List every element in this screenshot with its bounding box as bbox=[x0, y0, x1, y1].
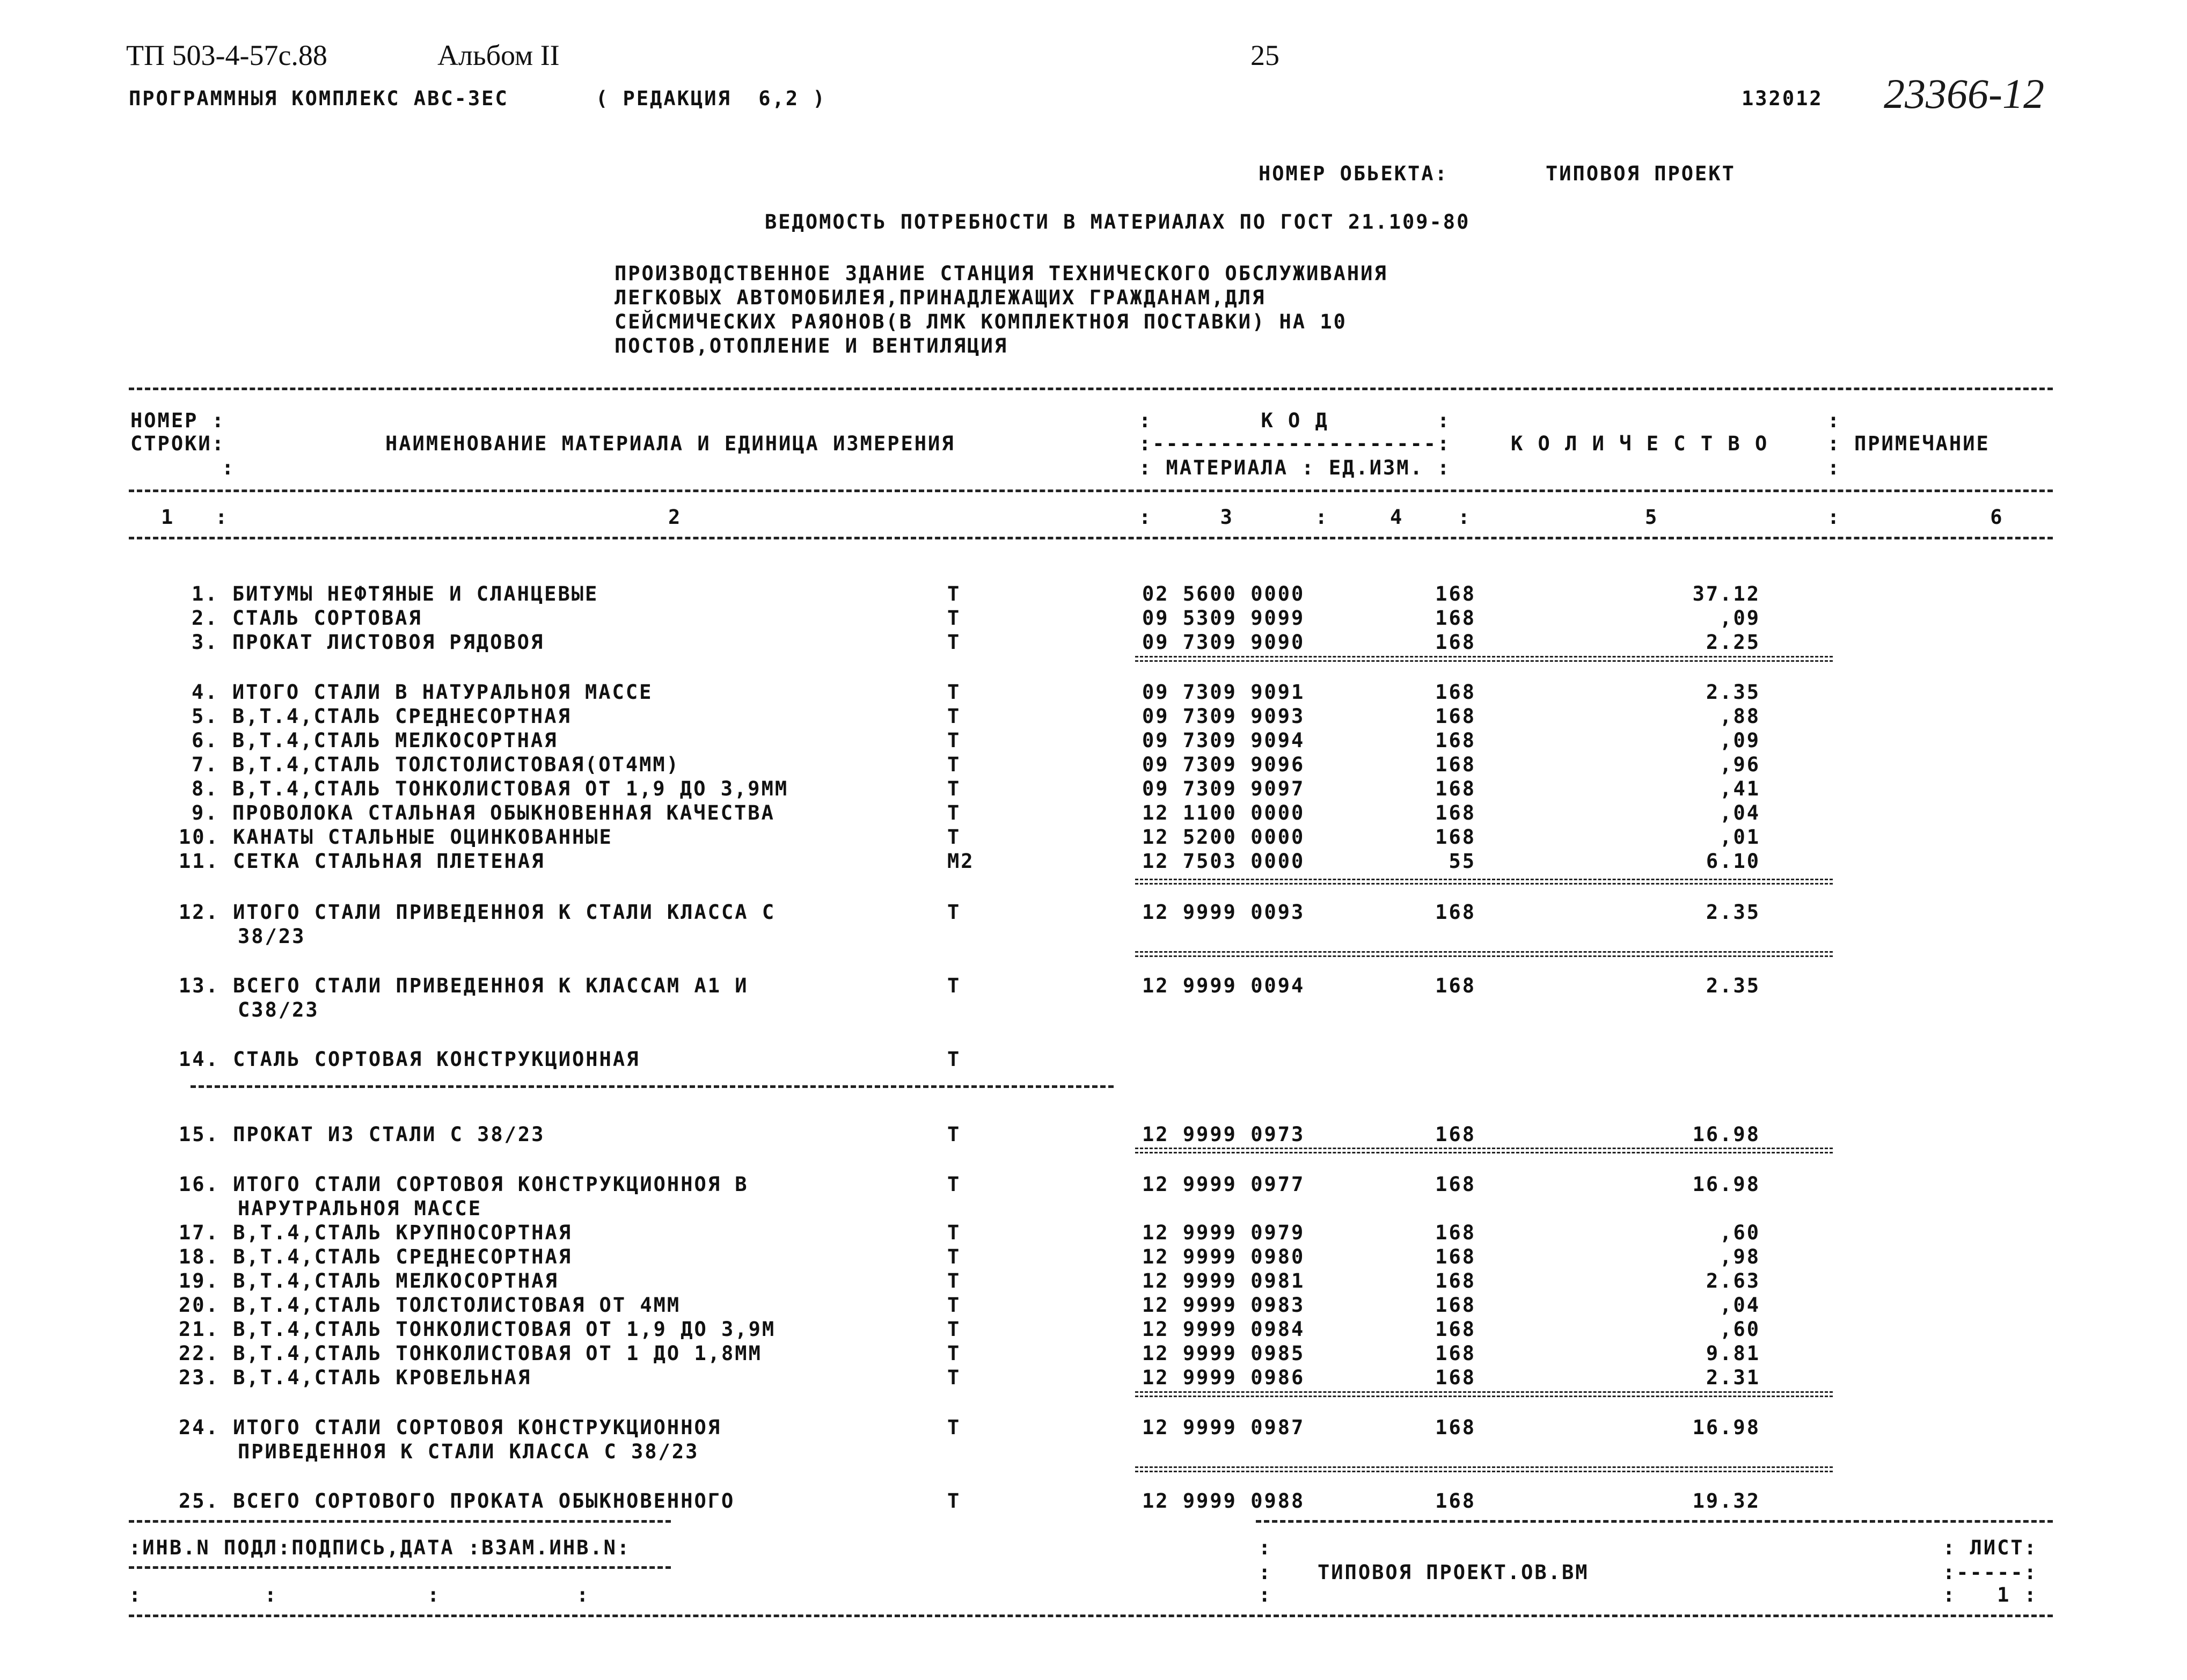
row-name: 22. В,Т.4,СТАЛЬ ТОНКОЛИСТОВАЯ ОТ 1 ДО 1,8ММ bbox=[179, 1342, 762, 1365]
row-code: 12 9999 0979 bbox=[1142, 1221, 1305, 1244]
row-name: 11. СЕТКА СТАЛЬНАЯ ПЛЕТЕНАЯ bbox=[179, 850, 545, 873]
row-uom: 168 bbox=[1435, 1318, 1476, 1341]
header-rule bbox=[129, 490, 2053, 492]
row-unit: Т bbox=[947, 607, 961, 630]
handwritten-number: 23366-12 bbox=[1884, 70, 2044, 117]
header-code: : МАТЕРИАЛА : ЕД.ИЗМ. : bbox=[1139, 456, 1451, 479]
row-unit: Т bbox=[947, 801, 961, 824]
row-name: 1. БИТУМЫ НЕФТЯНЫЕ И СЛАНЦЕВЫЕ bbox=[192, 582, 599, 605]
row-name-cont: С38/23 bbox=[238, 998, 319, 1021]
row-unit: Т bbox=[947, 1294, 961, 1317]
row-name: 12. ИТОГО СТАЛИ ПРИВЕДЕННОЯ К СТАЛИ КЛАССА С bbox=[179, 901, 776, 924]
row-quantity: 9.81 bbox=[1706, 1342, 1760, 1365]
row-code: 12 1100 0000 bbox=[1142, 801, 1305, 824]
row-uom: 168 bbox=[1435, 631, 1476, 654]
row-unit: Т bbox=[947, 974, 961, 997]
row-name-cont: НАРУТРАЛЬНОЯ МАССЕ bbox=[238, 1197, 482, 1220]
column-number: 2 bbox=[668, 506, 682, 529]
total-separator bbox=[1135, 1148, 1833, 1153]
footer-rule bbox=[129, 1520, 671, 1523]
row-uom: 168 bbox=[1435, 777, 1476, 800]
row-uom: 168 bbox=[1435, 1245, 1476, 1268]
row-name: 7. В,Т.4,СТАЛЬ ТОЛСТОЛИСТОВАЯ(ОТ4ММ) bbox=[192, 753, 680, 776]
row-code: 09 7309 9094 bbox=[1142, 729, 1305, 752]
row-quantity: 16.98 bbox=[1692, 1416, 1760, 1439]
row-quantity: 2.31 bbox=[1706, 1366, 1760, 1389]
description-line: ЛЕГКОВЫХ АВТОМОБИЛЕЯ,ПРИНАДЛЕЖАЩИХ ГРАЖДАНАМ,ДЛЯ bbox=[615, 286, 1266, 309]
row-uom: 168 bbox=[1435, 729, 1476, 752]
row-code: 12 9999 0977 bbox=[1142, 1173, 1305, 1196]
row-quantity: 2.35 bbox=[1706, 901, 1760, 924]
description-line: СЕЙСМИЧЕСКИХ РАЯОНОВ(В ЛМК КОМПЛЕКТНОЯ ПОСТАВКИ) НА 10 bbox=[615, 310, 1347, 333]
column-number: 1 : bbox=[161, 506, 229, 529]
row-uom: 168 bbox=[1435, 753, 1476, 776]
row-quantity: ,98 bbox=[1720, 1245, 1760, 1268]
header-row-no: : bbox=[222, 456, 236, 479]
total-separator bbox=[1135, 656, 1833, 662]
row-code: 12 9999 0980 bbox=[1142, 1245, 1305, 1268]
row-uom: 168 bbox=[1435, 1294, 1476, 1317]
album-label: Альбом II bbox=[437, 39, 560, 71]
row-unit: Т bbox=[947, 826, 961, 849]
column-number: 4 : bbox=[1390, 506, 1472, 529]
object-label: НОМЕР ОБЬЕКТА: bbox=[1259, 162, 1449, 185]
row-code: 12 9999 0093 bbox=[1142, 901, 1305, 924]
row-uom: 168 bbox=[1435, 1221, 1476, 1244]
row-quantity: ,09 bbox=[1720, 607, 1760, 630]
row-code: 09 5309 9099 bbox=[1142, 607, 1305, 630]
footer-sep: : bbox=[1259, 1561, 1272, 1584]
row-unit: Т bbox=[947, 1269, 961, 1292]
header-quantity: К О Л И Ч Е С Т В О bbox=[1511, 432, 1769, 455]
row-name: 20. В,Т.4,СТАЛЬ ТОЛСТОЛИСТОВАЯ ОТ 4ММ bbox=[179, 1294, 681, 1317]
sheet-separator: :-----: bbox=[1943, 1561, 2038, 1584]
row-name: 19. В,Т.4,СТАЛЬ МЕЛКОСОРТНАЯ bbox=[179, 1269, 559, 1292]
column-number: : 3 : bbox=[1139, 506, 1329, 529]
row-code: 09 7309 9091 bbox=[1142, 681, 1305, 704]
column-number: 5 bbox=[1645, 506, 1659, 529]
row-code: 09 7309 9090 bbox=[1142, 631, 1305, 654]
row-unit: Т bbox=[947, 1173, 961, 1196]
object-value: ТИПОВОЯ ПРОЕКТ bbox=[1546, 162, 1736, 185]
stamp-rule bbox=[129, 1566, 671, 1569]
row-name: 2. СТАЛЬ СОРТОВАЯ bbox=[192, 607, 422, 630]
row-code: 12 9999 0094 bbox=[1142, 974, 1305, 997]
row-code: 12 9999 0986 bbox=[1142, 1366, 1305, 1389]
header-note-sep: : bbox=[1827, 456, 1841, 479]
row-name: 5. В,Т.4,СТАЛЬ СРЕДНЕСОРТНАЯ bbox=[192, 705, 572, 728]
row-uom: 168 bbox=[1435, 826, 1476, 849]
row-quantity: ,01 bbox=[1720, 826, 1760, 849]
row-code: 12 5200 0000 bbox=[1142, 826, 1305, 849]
row-quantity: 16.98 bbox=[1692, 1123, 1760, 1146]
row-uom: 168 bbox=[1435, 607, 1476, 630]
row-unit: Т bbox=[947, 681, 961, 704]
row-name-cont: 38/23 bbox=[238, 925, 306, 948]
header-name: НАИМЕНОВАНИЕ МАТЕРИАЛА И ЕДИНИЦА ИЗМЕРЕНИЯ bbox=[385, 432, 955, 455]
row-name: 23. В,Т.4,СТАЛЬ КРОВЕЛЬНАЯ bbox=[179, 1366, 532, 1389]
row-quantity: 16.98 bbox=[1692, 1173, 1760, 1196]
header-code: :---------------------: bbox=[1139, 432, 1451, 455]
stamp-cells: : : : : bbox=[129, 1583, 590, 1606]
row-name: 13. ВСЕГО СТАЛИ ПРИВЕДЕННОЯ К КЛАССАМ А1 И bbox=[179, 974, 749, 997]
row-unit: Т bbox=[947, 582, 961, 605]
row-quantity: ,09 bbox=[1720, 729, 1760, 752]
row-unit: Т bbox=[947, 1123, 961, 1146]
row-unit: Т bbox=[947, 753, 961, 776]
row-uom: 168 bbox=[1435, 974, 1476, 997]
row-quantity: 6.10 bbox=[1706, 850, 1760, 873]
header-row-no: НОМЕР : bbox=[130, 409, 225, 432]
row-uom: 168 bbox=[1435, 801, 1476, 824]
row-unit: М2 bbox=[947, 850, 975, 873]
row-code: 12 9999 0984 bbox=[1142, 1318, 1305, 1341]
row-uom: 168 bbox=[1435, 1416, 1476, 1439]
row-code: 12 9999 0983 bbox=[1142, 1294, 1305, 1317]
row-quantity: ,88 bbox=[1720, 705, 1760, 728]
row-uom: 168 bbox=[1435, 681, 1476, 704]
row-code: 02 5600 0000 bbox=[1142, 582, 1305, 605]
header-code: : К О Д : bbox=[1139, 409, 1451, 432]
row-name: 4. ИТОГО СТАЛИ В НАТУРАЛЬНОЯ МАССЕ bbox=[192, 681, 653, 704]
footer-sep: : bbox=[1259, 1583, 1272, 1606]
sheet-label: : ЛИСТ: bbox=[1943, 1536, 2038, 1559]
row-uom: 168 bbox=[1435, 1489, 1476, 1513]
row-code: 12 9999 0973 bbox=[1142, 1123, 1305, 1146]
row-quantity: ,04 bbox=[1720, 1294, 1760, 1317]
row-name: 17. В,Т.4,СТАЛЬ КРУПНОСОРТНАЯ bbox=[179, 1221, 573, 1244]
row-code: 12 9999 0987 bbox=[1142, 1416, 1305, 1439]
row-name: 3. ПРОКАТ ЛИСТОВОЯ РЯДОВОЯ bbox=[192, 631, 545, 654]
section-rule bbox=[191, 1085, 1114, 1088]
row-quantity: ,04 bbox=[1720, 801, 1760, 824]
header-note-sep: : bbox=[1827, 409, 1841, 432]
row-quantity: 2.35 bbox=[1706, 681, 1760, 704]
header-bottom-rule bbox=[129, 537, 2053, 539]
row-quantity: ,41 bbox=[1720, 777, 1760, 800]
table-top-rule bbox=[129, 388, 2053, 390]
row-uom: 168 bbox=[1435, 1342, 1476, 1365]
row-uom: 168 bbox=[1435, 901, 1476, 924]
footer-bottom-rule bbox=[129, 1615, 2053, 1617]
row-code: 12 9999 0988 bbox=[1142, 1489, 1305, 1513]
row-code: 09 7309 9096 bbox=[1142, 753, 1305, 776]
row-uom: 168 bbox=[1435, 1123, 1476, 1146]
row-quantity: 2.25 bbox=[1706, 631, 1760, 654]
row-code: 12 7503 0000 bbox=[1142, 850, 1305, 873]
description-line: ПОСТОВ,ОТОПЛЕНИЕ И ВЕНТИЛЯЦИЯ bbox=[615, 334, 1008, 357]
row-unit: Т bbox=[947, 1318, 961, 1341]
row-unit: Т bbox=[947, 777, 961, 800]
row-uom: 55 bbox=[1449, 850, 1476, 873]
row-name: 18. В,Т.4,СТАЛЬ СРЕДНЕСОРТНАЯ bbox=[179, 1245, 573, 1268]
row-unit: Т bbox=[947, 1048, 961, 1071]
row-name: 21. В,Т.4,СТАЛЬ ТОНКОЛИСТОВАЯ ОТ 1,9 ДО 3,9М bbox=[179, 1318, 776, 1341]
row-uom: 168 bbox=[1435, 1173, 1476, 1196]
description-line: ПРОИЗВОДСТВЕННОЕ ЗДАНИЕ СТАНЦИЯ ТЕХНИЧЕСКОГО ОБСЛУЖИВАНИЯ bbox=[615, 262, 1388, 285]
row-quantity: 2.35 bbox=[1706, 974, 1760, 997]
column-number: : 6 bbox=[1827, 506, 2004, 529]
row-code: 09 7309 9093 bbox=[1142, 705, 1305, 728]
row-uom: 168 bbox=[1435, 705, 1476, 728]
row-quantity: ,60 bbox=[1720, 1221, 1760, 1244]
row-unit: Т bbox=[947, 901, 961, 924]
program-edition: ( РЕДАКЦИЯ 6,2 ) bbox=[596, 87, 826, 110]
row-code: 09 7309 9097 bbox=[1142, 777, 1305, 800]
row-unit: Т bbox=[947, 631, 961, 654]
row-quantity: 2.63 bbox=[1706, 1269, 1760, 1292]
row-unit: Т bbox=[947, 1489, 961, 1513]
stamp-labels: :ИНВ.N ПОДЛ:ПОДПИСЬ,ДАТА :ВЗАМ.ИНВ.N: bbox=[129, 1536, 631, 1559]
sheet-number: : 1 : bbox=[1943, 1583, 2038, 1606]
header-row-no: СТРОКИ: bbox=[130, 432, 225, 455]
total-separator bbox=[1135, 951, 1833, 957]
row-uom: 168 bbox=[1435, 582, 1476, 605]
row-code: 12 9999 0981 bbox=[1142, 1269, 1305, 1292]
row-name: 9. ПРОВОЛОКА СТАЛЬНАЯ ОБЫКНОВЕННАЯ КАЧЕСТВА bbox=[192, 801, 775, 824]
row-name-cont: ПРИВЕДЕННОЯ К СТАЛИ КЛАССА С 38/23 bbox=[238, 1440, 699, 1463]
document-code: ТП 503-4-57с.88 bbox=[126, 39, 327, 71]
row-name: 8. В,Т.4,СТАЛЬ ТОНКОЛИСТОВАЯ ОТ 1,9 ДО 3,9ММ bbox=[192, 777, 789, 800]
row-name: 14. СТАЛЬ СОРТОВАЯ КОНСТРУКЦИОННАЯ bbox=[179, 1048, 640, 1071]
row-unit: Т bbox=[947, 1416, 961, 1439]
row-quantity: 19.32 bbox=[1692, 1489, 1760, 1513]
row-unit: Т bbox=[947, 1366, 961, 1389]
row-name: 25. ВСЕГО СОРТОВОГО ПРОКАТА ОБЫКНОВЕННОГО bbox=[179, 1489, 735, 1513]
serial-number: 132012 bbox=[1742, 87, 1823, 110]
page-title: ВЕДОМОСТЬ ПОТРЕБНОСТИ В МАТЕРИАЛАХ ПО ГОСТ 21.109-80 bbox=[765, 210, 1471, 233]
row-name: 10. КАНАТЫ СТАЛЬНЫЕ ОЦИНКОВАННЫЕ bbox=[179, 826, 613, 849]
row-name: 16. ИТОГО СТАЛИ СОРТОВОЯ КОНСТРУКЦИОННОЯ В bbox=[179, 1173, 749, 1196]
row-name: 24. ИТОГО СТАЛИ СОРТОВОЯ КОНСТРУКЦИОННОЯ bbox=[179, 1416, 722, 1439]
row-unit: Т bbox=[947, 705, 961, 728]
row-quantity: ,60 bbox=[1720, 1318, 1760, 1341]
row-quantity: 37.12 bbox=[1692, 582, 1760, 605]
total-separator bbox=[1135, 1466, 1833, 1472]
row-code: 12 9999 0985 bbox=[1142, 1342, 1305, 1365]
row-unit: Т bbox=[947, 1221, 961, 1244]
header-note: ПРИМЕЧАНИЕ bbox=[1854, 432, 1990, 455]
program-name: ПРОГРАММНЫЯ КОМПЛЕКС АВС-3ЕС bbox=[129, 87, 509, 110]
row-uom: 168 bbox=[1435, 1366, 1476, 1389]
total-separator bbox=[1135, 879, 1833, 885]
footer-rule bbox=[1256, 1520, 2053, 1523]
header-note-sep: : bbox=[1827, 432, 1841, 455]
row-unit: Т bbox=[947, 1342, 961, 1365]
total-separator bbox=[1135, 1391, 1833, 1397]
row-unit: Т bbox=[947, 1245, 961, 1268]
page-number: 25 bbox=[1250, 39, 1279, 71]
row-quantity: ,96 bbox=[1720, 753, 1760, 776]
row-name: 15. ПРОКАТ ИЗ СТАЛИ С 38/23 bbox=[179, 1123, 545, 1146]
row-name: 6. В,Т.4,СТАЛЬ МЕЛКОСОРТНАЯ bbox=[192, 729, 558, 752]
row-uom: 168 bbox=[1435, 1269, 1476, 1292]
project-name: ТИПОВОЯ ПРОЕКТ.ОВ.ВМ bbox=[1318, 1561, 1589, 1584]
footer-sep: : bbox=[1259, 1536, 1272, 1559]
row-unit: Т bbox=[947, 729, 961, 752]
